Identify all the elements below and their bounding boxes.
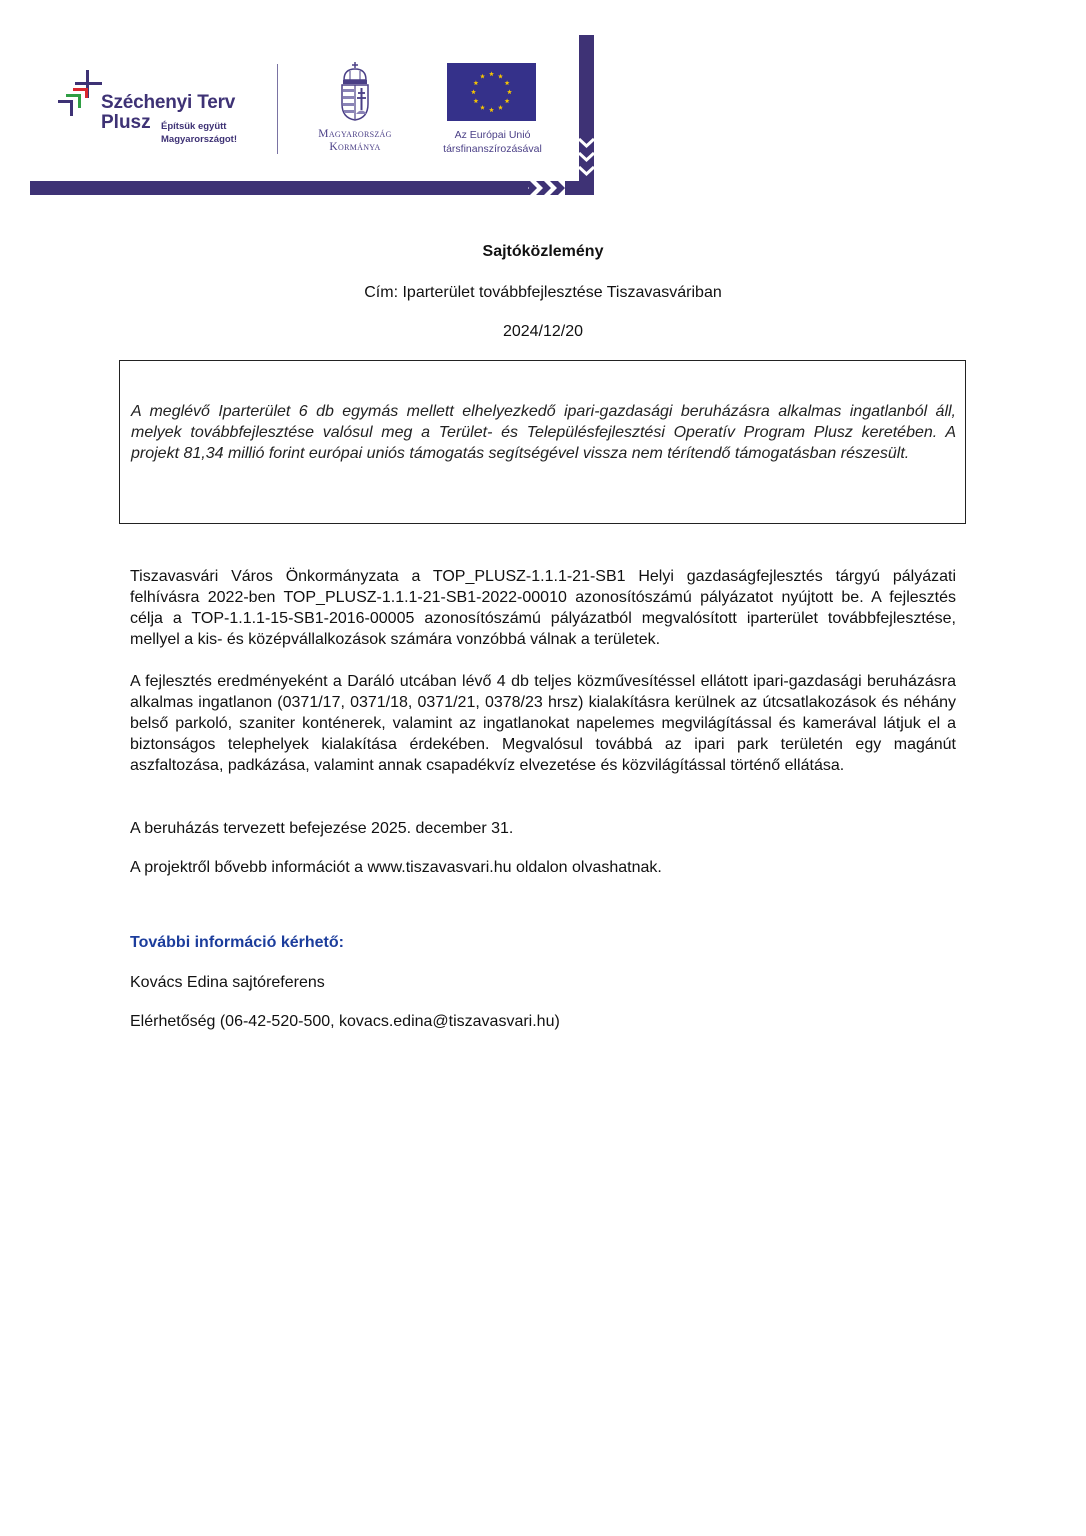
paragraph-development-results: A fejlesztés eredményeként a Daráló utcában lévő 4 db teljes közművesítéssel ellátott ipari-gazdasági beruházásra alkalmas ingatlanon (0371/17, 0371/18, 0371/21, 0378/23 hrsz) kialakításra kerülnek az útcsatlakozások és néhány belső parkoló, szaniter konténerek, valamint az ingatlanokat napelemes megvilágítással és kamerával látjuk el a biztonságos telephelyek kialakítása érdekében. Megvalósul továbbá az ipari park területén egy magánút aszfaltozása, padkázása, valamint annak csapadékvíz elvezetése és közvilágítással történő ellátása. <box>130 673 956 774</box>
eu-star-icon <box>473 98 478 103</box>
eu-text <box>430 128 555 156</box>
summary-text: A meglévő Iparterület 6 db egymás mellett elhelyezkedő ipari-gazdasági beruházásra alkalmas ingatlanból áll, melyek továbbfejlesztése valósul meg a Terület- és Településfejlesztési Operatív Program Plusz keretében. A projekt 81,34 millió forint európai uniós támogatás segítségével vissza nem térítendő támogatásban részesült. <box>131 403 956 462</box>
eu-cofinancing-logo <box>430 63 555 158</box>
eu-line-2: társfinanszírozásával <box>443 143 542 155</box>
government-text <box>300 128 410 154</box>
eu-star-icon <box>473 80 478 85</box>
chevron-down-icon <box>576 135 598 181</box>
slogan-line-1: Építsük együtt <box>161 121 227 132</box>
paragraph-completion-date: A beruházás tervezett befejezése 2025. december 31. <box>130 820 514 837</box>
document-subject: Cím: Iparterület továbbfejlesztése Tiszavasváriban <box>364 284 722 301</box>
eu-star-icon <box>498 105 503 110</box>
szechenyi-terv-logo <box>58 70 258 150</box>
chevron-right-icon <box>522 179 582 197</box>
paragraph-project-application: Tiszavasvári Város Önkormányzata a TOP_PLUSZ-1.1.1-21-SB1 Helyi gazdaságfejlesztés tárgyú pályázati felhívásra 2022-ben TOP_PLUSZ-1.1.1-21-SB1-2022-00010 azonosítószámú pályázatot nyújtott be. A fejlesztés célja a TOP-1.1.1-15-SB1-2016-00005 azonosítószámú pályázatból megvalósított iparterület továbbfejlesztése, mellyel a kis- és középvállalkozások számára vonzóbbá válnak a területek. <box>130 568 956 648</box>
coat-of-arms-icon <box>338 62 372 122</box>
eu-star-icon <box>480 74 485 79</box>
government-line-2: Kormánya <box>329 141 381 153</box>
slogan-line-2: Magyarországot! <box>161 134 238 145</box>
eu-star-icon <box>480 105 485 110</box>
szechenyi-slogan <box>161 120 237 146</box>
eu-star-icon <box>505 80 510 85</box>
eu-star-icon <box>489 107 494 112</box>
hungarian-government-logo <box>300 62 410 157</box>
szechenyi-title: Széchenyi Terv <box>101 92 236 113</box>
contact-name: Kovács Edina sajtóreferens <box>130 974 325 991</box>
eu-star-icon <box>498 74 503 79</box>
eu-star-icon <box>489 71 494 76</box>
document-date: 2024/12/20 <box>502 323 584 340</box>
document-type-heading: Sajtóközlemény <box>482 243 604 260</box>
summary-box <box>119 360 966 524</box>
banner-horizontal-bar <box>30 181 528 195</box>
contact-heading: További információ kérhető: <box>130 934 344 951</box>
eu-line-1: Az Európai Unió <box>454 129 531 141</box>
eu-star-icon <box>507 89 512 94</box>
eu-star-icon <box>471 89 476 94</box>
contact-details: Elérhetőség (06-42-520-500, kovacs.edina@tiszavasvari.hu) <box>130 1013 560 1030</box>
eu-star-icon <box>505 98 510 103</box>
paragraph-more-info: A projektről bővebb információt a www.tiszavasvari.hu oldalon olvashatnak. <box>130 859 662 876</box>
logo-divider <box>277 64 278 154</box>
szechenyi-plusz: Plusz <box>101 112 151 133</box>
header-banner <box>0 0 620 210</box>
government-line-1: Magyarország <box>318 128 392 140</box>
eu-flag-icon <box>447 63 536 121</box>
